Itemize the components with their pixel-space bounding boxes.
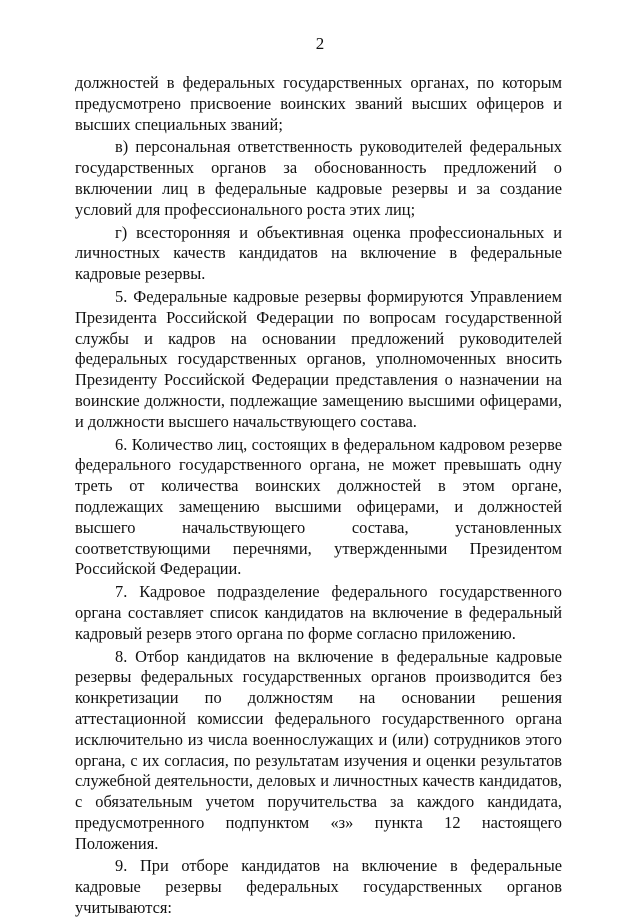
paragraph-9: 9. При отборе кандидатов на включение в федеральные кадровые резервы федеральных государственных органов учитываются: bbox=[75, 856, 562, 918]
page-number: 2 bbox=[315, 34, 325, 53]
paragraph-item-v: в) персональная ответственность руководителей федеральных государственных органов за обоснованность предложений о включении лиц в федеральные кадровые резервы и за создание условий для профессионального роста этих лиц; bbox=[75, 137, 562, 219]
paragraph-continuation: должностей в федеральных государственных органах, по которым предусмотрено присвоение воинских званий высших офицеров и высших специальных званий; bbox=[75, 73, 562, 134]
paragraph-6: 6. Количество лиц, состоящих в федеральном кадровом резерве федерального государственного органа, не может превышать одну треть от количества воинских должностей в этом органе, подлежащих замещению высшими офицерами, и должностей высшего начальствующего состава, установленных соответствующими перечнями, утвержденными Президентом Российской Федерации. bbox=[75, 434, 562, 579]
paragraph-5: 5. Федеральные кадровые резервы формируются Управлением Президента Российской Федерации по вопросам государственной службы и кадров на основании предложений руководителей федеральных государственных органов, уполномоченных вносить Президенту Российской Федерации представления о назначении на воинские должности, подлежащие замещению высшими офицерами, и должности высшего начальствующего состава. bbox=[75, 286, 562, 431]
paragraph-8: 8. Отбор кандидатов на включение в федеральные кадровые резервы федеральных государственных органов производится без конкретизации по должностям на основании решения аттестационной комиссии федерального государственного органа исключительно из числа военнослужащих и (или) сотрудников этого органа, с их согласия, по результатам изучения и оценки результатов служебной деятельности, деловых и личностных качеств кандидатов, с обязательным учетом поручительства за каждого кандидата, предусмотренного подпунктом «з» пункта 12 настоящего Положения. bbox=[75, 646, 562, 853]
paragraph-7: 7. Кадровое подразделение федерального государственного органа составляет список кандидатов на включение в федеральный кадровый резерв этого органа по форме согласно приложению. bbox=[75, 582, 562, 643]
document-body bbox=[75, 73, 562, 921]
paragraph-item-g: г) всесторонняя и объективная оценка профессиональных и личностных качеств кандидатов на включение в федеральные кадровые резервы. bbox=[75, 222, 562, 284]
